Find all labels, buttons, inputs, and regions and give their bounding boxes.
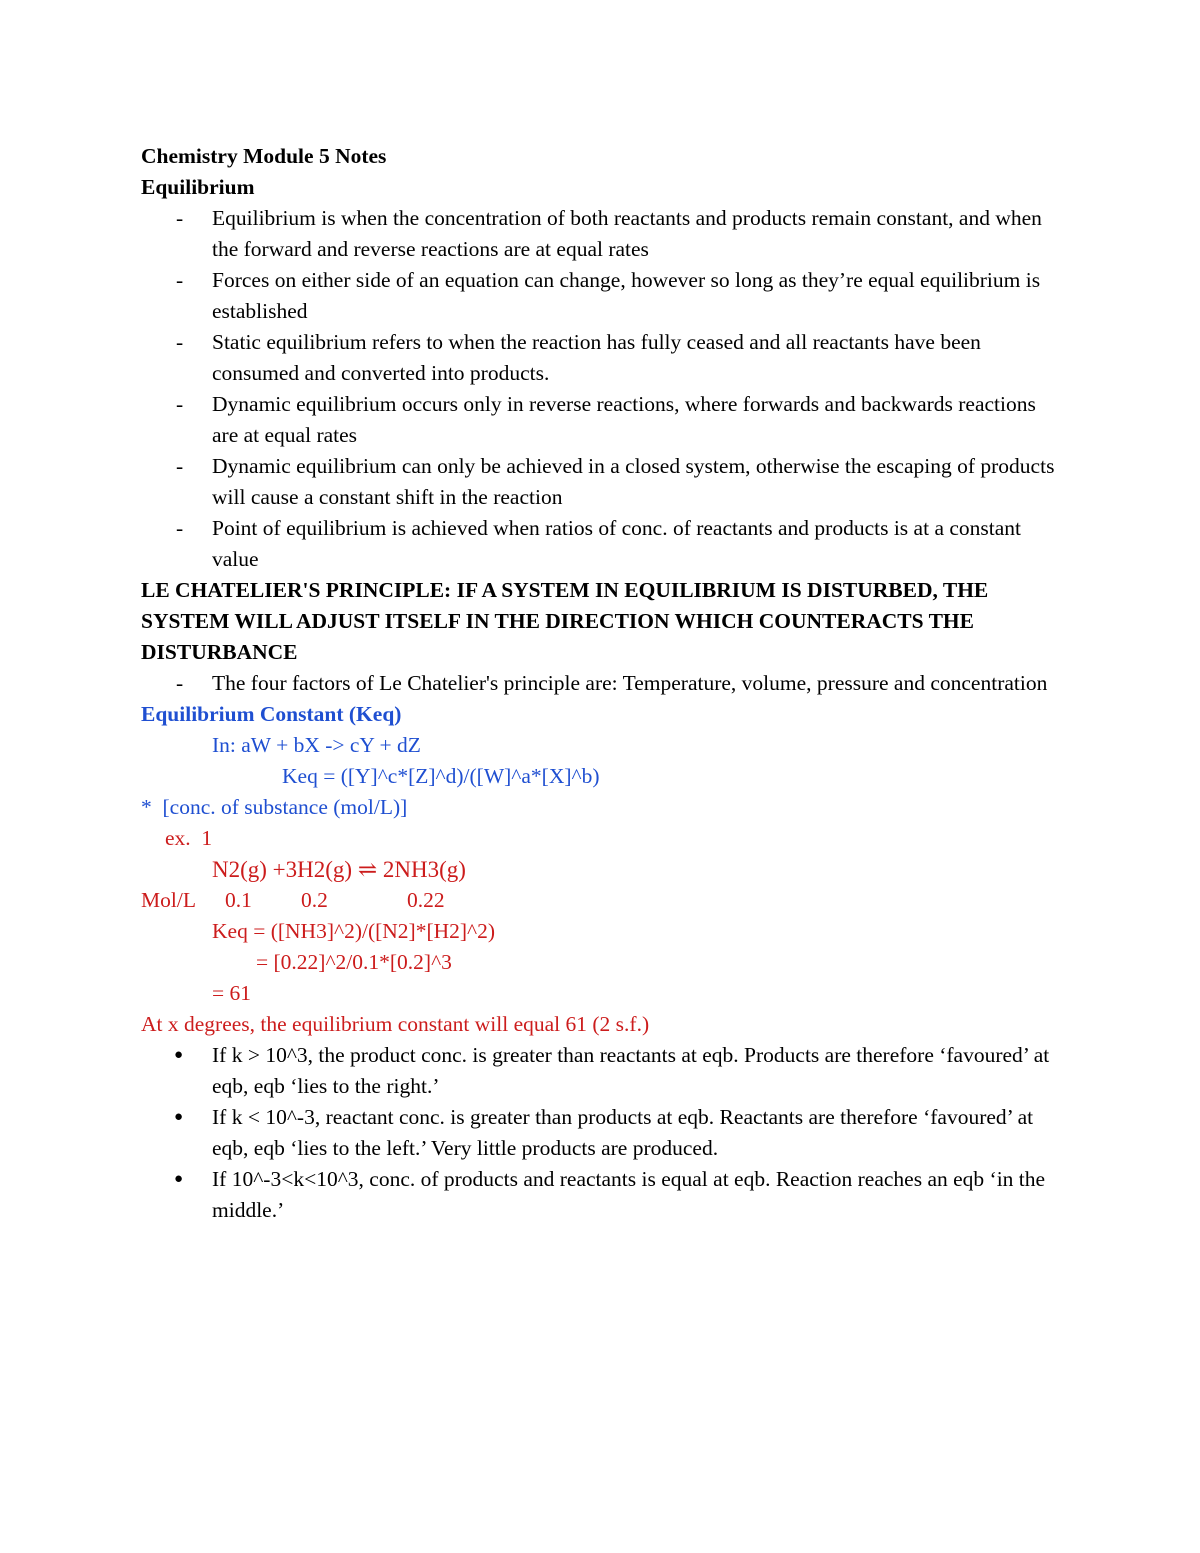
mol-value-h2: 0.2	[301, 888, 328, 912]
list-item-text: Dynamic equilibrium can only be achieved in a closed system, otherwise the escaping of products will cause a constant shift in the reaction	[212, 454, 1055, 509]
list-item	[141, 668, 1066, 699]
list-item-text: The four factors of Le Chatelier's principle are: Temperature, volume, pressure and concentration	[212, 671, 1048, 695]
list-item-text: If 10^-3<k<10^3, conc. of products and reactants is equal at eqb. Reaction reaches an eqb ‘in the middle.’	[212, 1167, 1046, 1222]
bullet-dot-icon: ●	[174, 1109, 184, 1125]
section-heading-keq: Equilibrium Constant (Keq)	[141, 702, 402, 726]
dash-marker: -	[176, 268, 184, 292]
mol-value-n2: 0.1	[225, 888, 252, 912]
document-title: Chemistry Module 5 Notes	[141, 144, 387, 168]
list-item-text: Static equilibrium refers to when the reaction has fully ceased and all reactants have been consumed and converted into products.	[212, 330, 981, 385]
keq-bullet-list	[141, 1040, 1066, 1226]
calc-line: = [0.22]^2/0.1*[0.2]^3	[256, 950, 452, 974]
list-item	[141, 451, 1066, 513]
general-keq-formula: Keq = ([Y]^c*[Z]^d)/([W]^a*[X]^b)	[282, 764, 600, 788]
bullet-dot-icon: ●	[174, 1171, 184, 1187]
keq-conclusion: At x degrees, the equilibrium constant will equal 61 (2 s.f.)	[141, 1012, 650, 1036]
dash-marker: -	[176, 454, 184, 478]
concentration-note: * [conc. of substance (mol/L)]	[141, 795, 408, 819]
list-item	[141, 265, 1066, 327]
equilibrium-bullet-list	[141, 203, 1066, 575]
list-item-text: If k < 10^-3, reactant conc. is greater than products at eqb. Reactants are therefore ‘favoured’ at eqb, eqb ‘lies to the left.’ Very little products are produced.	[212, 1105, 1034, 1160]
list-item	[141, 1040, 1066, 1102]
dash-marker: -	[176, 671, 184, 695]
general-reaction: In: aW + bX -> cY + dZ	[212, 733, 421, 757]
dash-marker: -	[176, 206, 184, 230]
calc-line: = 61	[212, 981, 252, 1005]
section-heading-equilibrium: Equilibrium	[141, 175, 255, 199]
list-item-text: Point of equilibrium is achieved when ratios of conc. of reactants and products is at a constant value	[212, 516, 1022, 571]
list-item-text: Dynamic equilibrium occurs only in reverse reactions, where forwards and backwards reactions are at equal rates	[212, 392, 1036, 447]
list-item-text: If k > 10^3, the product conc. is greater than reactants at eqb. Products are therefore ‘favoured’ at eqb, eqb ‘lies to the right.’	[212, 1043, 1050, 1098]
list-item-text: Forces on either side of an equation can change, however so long as they’re equal equilibrium is established	[212, 268, 1041, 323]
calc-line: Keq = ([NH3]^2)/([N2]*[H2]^2)	[212, 919, 496, 943]
list-item	[141, 203, 1066, 265]
mol-value-nh3: 0.22	[407, 888, 445, 912]
list-item	[141, 1164, 1066, 1226]
bullet-dot-icon: ●	[174, 1047, 184, 1063]
mol-values-row	[141, 885, 1066, 916]
list-item	[141, 389, 1066, 451]
example-label: ex. 1	[165, 826, 213, 850]
dash-marker: -	[176, 516, 184, 540]
dash-marker: -	[176, 392, 184, 416]
list-item	[141, 1102, 1066, 1164]
list-item	[141, 327, 1066, 389]
mol-label: Mol/L	[141, 888, 196, 912]
le-chatelier-principle: LE CHATELIER'S PRINCIPLE: IF A SYSTEM IN EQUILIBRIUM IS DISTURBED, THE SYSTEM WILL ADJUST ITSELF IN THE DIRECTION WHICH COUNTERACTS THE DISTURBANCE	[141, 578, 989, 664]
example-reaction: N2(g) +3H2(g) ⇌ 2NH3(g)	[212, 857, 466, 882]
list-item	[141, 513, 1066, 575]
dash-marker: -	[176, 330, 184, 354]
list-item-text: Equilibrium is when the concentration of both reactants and products remain constant, and when the forward and reverse reactions are at equal rates	[212, 206, 1042, 261]
notes-body	[141, 141, 1066, 1226]
